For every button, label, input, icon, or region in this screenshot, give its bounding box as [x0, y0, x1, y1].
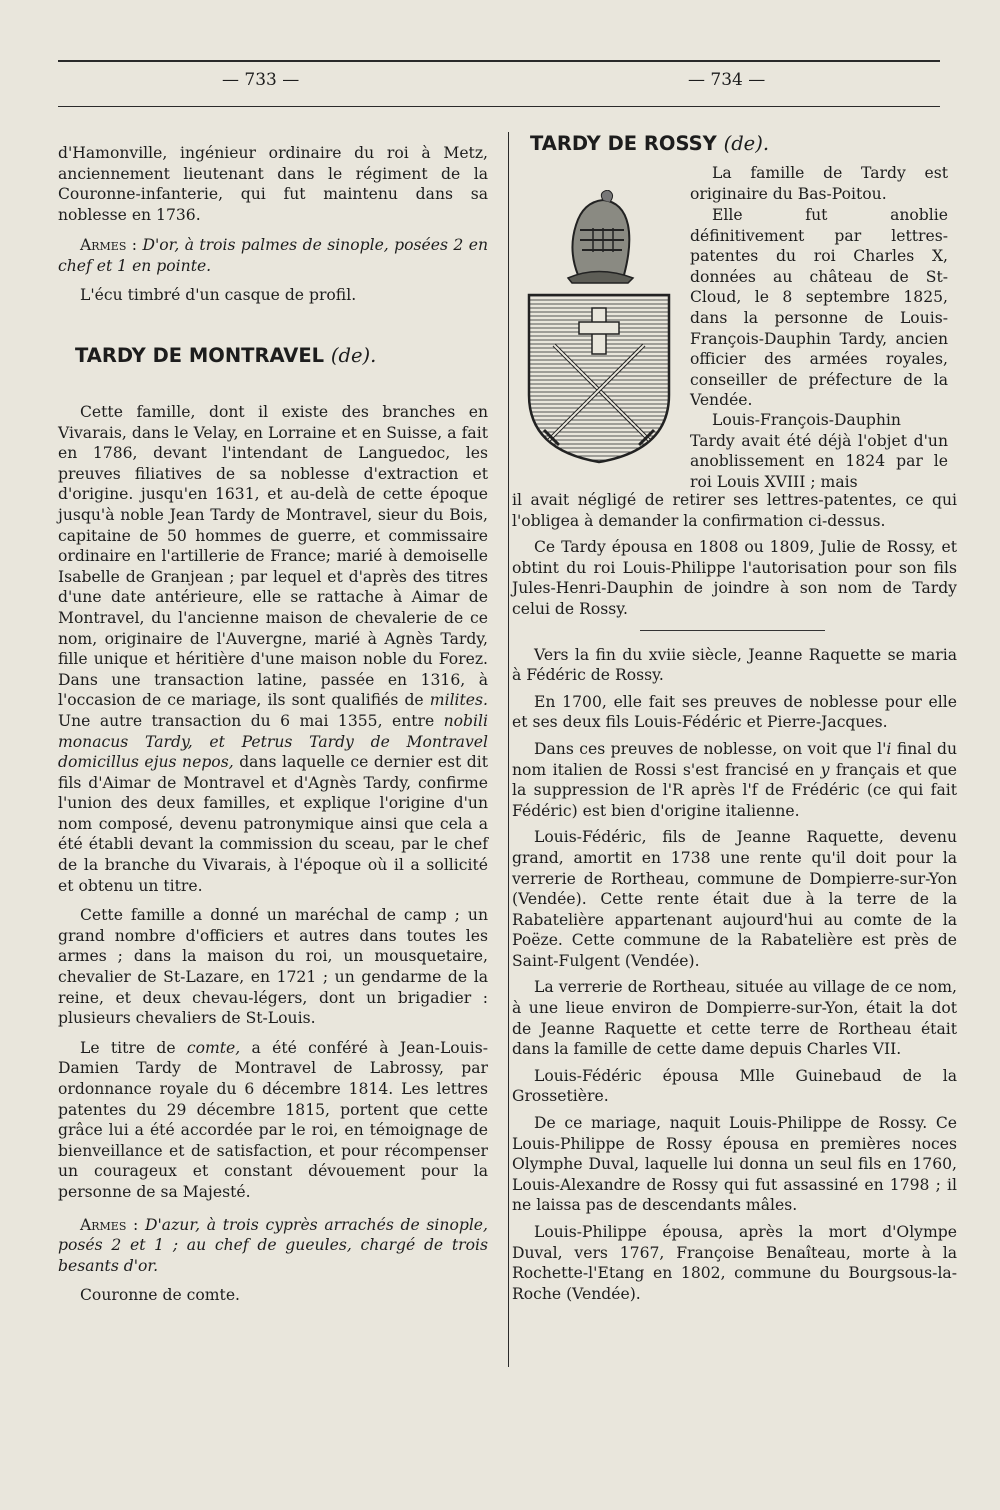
helmet-icon: [558, 190, 638, 285]
text-run: Cette famille, dont il existe des branches en Vivarais, dans le Velay, en Lorraine et en Suisse, a fait en 1786, devant l'intendant de Languedoc, les preuves filiatives de sa noblesse d'extraction et d'origine. jusqu'en 1631, et au-delà de cette époque jusqu'à noble Jean Tardy de Montravel, sieur du Bois, capitaine de 50 hommes de guerre, et commissaire ordinaire en l'artillerie de France; marié à demoiselle Isabelle de Granjean ; par lequel et d'après des titres d'une date antérieure, elle se rattache à Aimar de Montravel, du l'ancienne maison de chevalerie de ce nom, originaire de l'Auvergne, marié à Agnès Tardy, fille unique et héritière d'une maison noble du Forez. Dans une transaction latine, passée en 1316, à l'occasion de ce mariage, ils sont qualifiés de: [58, 403, 488, 710]
rossy-intro-line-1: La famille de Tardy est originaire du Bas-Poitou.: [690, 164, 948, 203]
italic-run: comte,: [186, 1038, 241, 1057]
rossy-paragraph-9: De ce mariage, naquit Louis-Philippe de Rossy. Ce Louis-Philippe de Rossy épousa en premières noces Olymphe Duval, laquelle lui donna un seul fils en 1760, Louis-Alexandre de Rossy qui fut assassiné en 1798 ; il ne laissa pas de descendants mâles.: [512, 1114, 957, 1215]
rossy-paragraph-2: Ce Tardy épousa en 1808 ou 1809, Julie de Rossy, et obtint du roi Louis-Philippe l'autorisation pour son fils Jules-Henri-Dauphin de joindre à son nom de Tardy celui de Rossy.: [512, 538, 957, 618]
heading-name: TARDY DE MONTRAVEL: [75, 344, 325, 367]
rossy-paragraph-3: Vers la fin du xviie siècle, Jeanne Raquette se maria à Fédéric de Rossy.: [512, 645, 957, 685]
text-run: français et que la suppression de l'R après l'f de Frédéric (ce qui fait Fédéric) est bien d'origine italienne.: [512, 760, 957, 820]
arms-paragraph-1: [58, 235, 488, 276]
heading-particle: (de).: [330, 344, 377, 367]
montravel-paragraph-2: Cette famille a donné un maréchal de camp ; un grand nombre d'officiers et autres dans toutes les armes ; dans la maison du roi, un mousquetaire, chevalier de St-Lazare, en 1721 ; un gendarme de la reine, et deux chevau-légers, dont un brigadier : plusieurs chevaliers de St-Louis.: [58, 906, 488, 1028]
rossy-paragraph-1-cont: il avait négligé de retirer ses lettres-patentes, ce qui l'obligea à demander la confirmation ci-dessus.: [512, 491, 957, 530]
arms-label: Armes :: [80, 236, 138, 255]
left-column-body: [58, 402, 488, 1306]
rossy-paragraph-10: Louis-Philippe épousa, après la mort d'Olympe Duval, vers 1767, Françoise Benaîteau, morte à la Rochette-l'Etang en 1802, commune du Bourgsous-la-Roche (Vendée).: [512, 1223, 957, 1303]
rossy-paragraph-6: Louis-Fédéric, fils de Jeanne Raquette, devenu grand, amortit en 1738 une rente qu'il doit pour la verrerie de Rortheau, commune de Dompierre-sur-Yon (Vendée). Cette rente était due à la terre de la Rabatelière appartenant aujourd'hui au comte de la Poëze. Cette commune de la Rabatelière est près de Saint-Fulgent (Vendée).: [512, 828, 957, 970]
section-heading-rossy: [530, 132, 769, 155]
left-page-number: — 733 —: [222, 70, 300, 90]
text-run: Le titre de: [80, 1038, 176, 1057]
arms-paragraph-2: [58, 1215, 488, 1277]
column-divider: [508, 132, 509, 1367]
left-column: [58, 143, 488, 305]
rossy-intro-line-2: Elle fut anoblie définitivement par lettres-patentes du roi Charles X, données au château de St-Cloud, le 8 septembre 1825, dans la personne de Louis-François-Dauphin Tardy, ancien officier des armées royales, conseiller de préfecture de la Vendée.: [690, 206, 948, 410]
italic-run: i: [886, 739, 892, 758]
top-rule: [58, 60, 940, 62]
text-run: Une autre transaction du 6 mai 1355, entre: [58, 711, 435, 730]
italic-run: y: [820, 760, 830, 779]
rossy-paragraph-5: [512, 739, 957, 821]
section-separator: [640, 630, 825, 631]
montravel-paragraph-3: [58, 1038, 488, 1203]
coat-of-arms-shield-icon: [524, 290, 674, 465]
text-run: a été conféré à Jean-Louis-Damien Tardy de Montravel de Labrossy, par ordonnance royale du 6 décembre 1814. Les lettres patentes du 29 décembre 1815, portent que cette grâce lui a été accordée par le roi, en témoignage de bienveillance et de satisfaction, et pour récompenser un courageux et constant dévouement pour la personne de sa Majesté.: [58, 1038, 488, 1201]
intro-paragraph: d'Hamonville, ingénieur ordinaire du roi à Metz, anciennement lieutenant dans le régiment de la Couronne-infanterie, qui fut maintenu dans sa noblesse en 1736.: [58, 144, 488, 224]
crest-line: L'écu timbré d'un casque de profil.: [80, 285, 357, 304]
arms-description: D'azur, à trois cyprès arrachés de sinople, posés 2 et 1 ; au chef de gueules, chargé de trois besants d'or.: [58, 1215, 488, 1275]
crown-line: Couronne de comte.: [80, 1286, 241, 1305]
arms-description: D'or, à trois palmes de sinople, posées 2 en chef et 1 en pointe.: [58, 236, 488, 275]
heading-particle: (de).: [723, 132, 770, 155]
rossy-intro-line-3: Louis-François-Dauphin Tardy avait été déjà l'objet d'un anoblissement en 1824 par le roi Louis XVIII ; mais: [690, 411, 948, 491]
italic-run: milites.: [429, 691, 488, 710]
arms-label: Armes :: [80, 1215, 139, 1234]
header-rule: [58, 106, 940, 107]
rossy-paragraph-8: Louis-Fédéric épousa Mlle Guinebaud de la Grossetière.: [512, 1066, 957, 1106]
rossy-paragraph-4: En 1700, elle fait ses preuves de noblesse pour elle et ses deux fils Louis-Fédéric et Pierre-Jacques.: [512, 692, 957, 732]
right-page-number: — 734 —: [688, 70, 766, 90]
section-heading-montravel: [75, 344, 376, 367]
right-column-body: [512, 490, 957, 1304]
montravel-paragraph-1: [58, 402, 488, 896]
text-run: Dans ces preuves de noblesse, on voit que l': [534, 739, 887, 758]
rossy-paragraph-7: La verrerie de Rortheau, située au village de ce nom, à une lieue environ de Dompierre-sur-Yon, était la dot de Jeanne Raquette et cette terre de Rortheau était dans la famille de cette dame depuis Charles VII.: [512, 978, 957, 1059]
text-run: dans laquelle ce dernier est dit fils d'Aimar de Montravel et d'Agnès Tardy, confirme l'union des deux familles, et explique l'origine d'un nom composé, devenu patronymique ainsi que cela a été établi devant la commission du sceau, par le chef de la branche du Vivarais, à l'époque où il a sollicité et obtenu un titre.: [58, 753, 488, 895]
text-run: final du nom italien de Rossi s'est francisé en: [512, 739, 958, 779]
heading-name: TARDY DE ROSSY: [530, 132, 717, 155]
italic-run: nobili monacus Tardy, et Petrus Tardy de Montravel domicillus ejus nepos,: [58, 711, 488, 772]
